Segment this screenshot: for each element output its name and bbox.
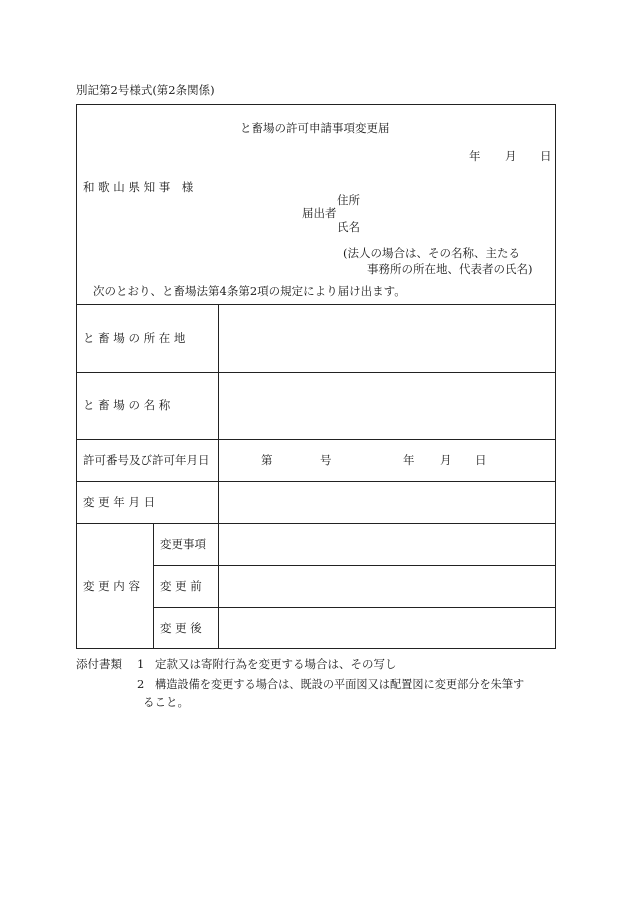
column-divider-sub bbox=[153, 523, 154, 649]
permit-number-prefix: 第 bbox=[261, 453, 273, 467]
location-label: と 畜 場 の 所 在 地 bbox=[83, 331, 186, 345]
permit-day: 日 bbox=[475, 453, 487, 467]
attachment-1-number: 1 bbox=[137, 657, 145, 671]
attachments-label: 添付書類 bbox=[76, 657, 122, 671]
row-divider-6 bbox=[153, 565, 556, 566]
row-divider-2 bbox=[76, 372, 556, 373]
permit-label: 許可番号及び許可年月日 bbox=[83, 453, 210, 467]
change-item-label: 変更事項 bbox=[160, 537, 206, 551]
row-divider-4 bbox=[76, 481, 556, 482]
date-month: 月 bbox=[505, 149, 517, 163]
row-divider-5 bbox=[76, 523, 556, 524]
facility-name-label: と 畜 場 の 名 称 bbox=[83, 398, 171, 412]
attachment-2-text-line1: 構造設備を変更する場合は、既設の平面図又は配置図に変更部分を朱筆す bbox=[155, 678, 525, 691]
column-divider-main bbox=[218, 304, 219, 649]
change-content-label: 変 更 内 容 bbox=[83, 579, 140, 593]
corporate-note-line2: 事務所の所在地、代表者の氏名) bbox=[367, 262, 533, 276]
form-title: と畜場の許可申請事項変更届 bbox=[240, 121, 390, 135]
date-year: 年 bbox=[469, 149, 481, 163]
change-date-label: 変 更 年 月 日 bbox=[83, 495, 156, 509]
attachment-2-text-line2: ること。 bbox=[143, 695, 189, 709]
address-label: 住所 bbox=[337, 193, 360, 207]
form-label: 別記第2号様式(第2条関係) bbox=[76, 83, 215, 97]
row-divider-3 bbox=[76, 439, 556, 440]
attachment-1-text: 定款又は寄附行為を変更する場合は、その写し bbox=[155, 657, 397, 671]
row-divider-1 bbox=[76, 304, 556, 305]
addressee: 和 歌 山 県 知 事 様 bbox=[83, 180, 194, 194]
date-day: 日 bbox=[540, 149, 552, 163]
corporate-note-line1: (法人の場合は、その名称、主たる bbox=[343, 246, 520, 260]
name-label: 氏名 bbox=[337, 220, 360, 234]
before-change-label: 変 更 前 bbox=[160, 579, 202, 593]
after-change-label: 変 更 後 bbox=[160, 621, 202, 635]
row-divider-7 bbox=[153, 607, 556, 608]
permit-year: 年 bbox=[403, 453, 415, 467]
notifier-label: 届出者 bbox=[302, 206, 337, 220]
permit-month: 月 bbox=[440, 453, 452, 467]
statement: 次のとおり、と畜場法第4条第2項の規定により届け出ます。 bbox=[93, 284, 406, 298]
attachment-2-number: 2 bbox=[137, 677, 145, 691]
permit-number-suffix: 号 bbox=[320, 453, 332, 467]
